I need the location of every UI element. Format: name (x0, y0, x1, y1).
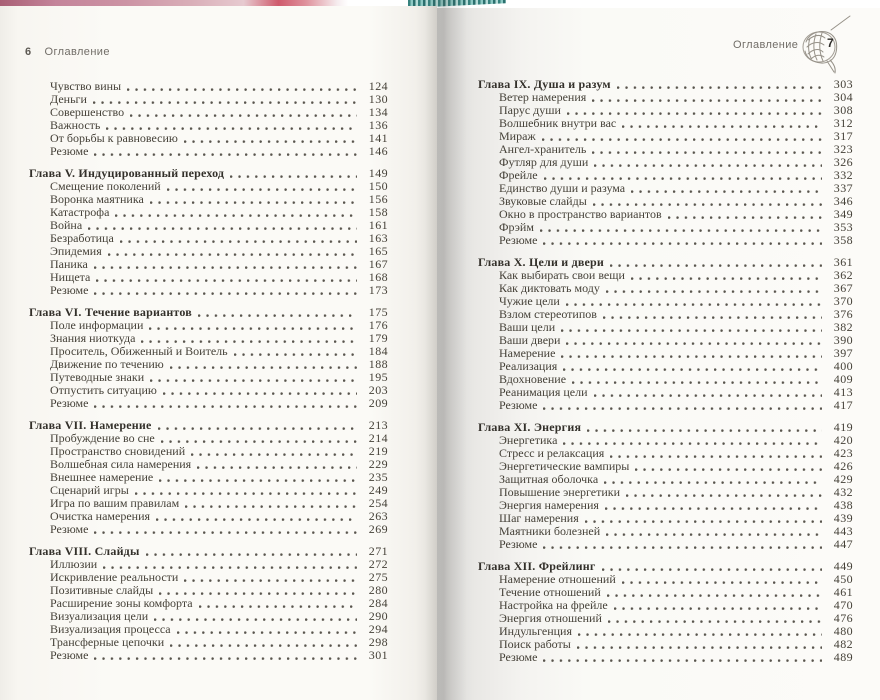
entry-page-number: 136 (368, 118, 388, 132)
entry-title: Резюме (50, 283, 89, 297)
entry-page-number: 284 (368, 596, 388, 610)
entry-page-number: 482 (833, 637, 853, 651)
dot-leader (106, 127, 357, 130)
dot-leader (108, 253, 357, 256)
entry-title: Искривление реальности (50, 570, 179, 584)
entry-page-number: 409 (833, 372, 853, 386)
dot-leader (94, 531, 357, 534)
entry-page-number: 271 (368, 544, 388, 558)
entry-page-number: 213 (368, 418, 388, 432)
entry-title: Энергия отношений (499, 611, 602, 625)
entry-title: Визуализация цели (50, 609, 149, 623)
entry-page-number: 426 (833, 459, 853, 473)
entry-page-number: 134 (368, 105, 388, 119)
dot-leader (544, 177, 822, 180)
entry-title: Сценарий игры (50, 483, 129, 497)
entry-title: Шаг намерения (499, 511, 579, 525)
dot-leader (561, 329, 822, 332)
toc-entry-row (478, 234, 853, 247)
entry-page-number: 370 (833, 294, 853, 308)
dot-leader (94, 657, 357, 660)
entry-page-number: 175 (368, 305, 388, 319)
dot-leader (608, 620, 822, 623)
entry-title: Фрейле (499, 168, 538, 182)
dot-leader (543, 659, 822, 662)
entry-title: Отпустить ситуацию (50, 383, 157, 397)
dot-leader (185, 505, 357, 508)
dot-leader (606, 533, 822, 536)
dot-leader (543, 242, 822, 245)
entry-title: Как выбирать свои вещи (499, 268, 625, 282)
dot-leader (668, 216, 822, 219)
entry-page-number: 184 (368, 344, 388, 358)
dot-leader (149, 327, 357, 330)
running-header-right-label: Оглавление (733, 39, 799, 51)
dot-leader (540, 229, 822, 232)
entry-title: Важность (50, 118, 101, 132)
dot-leader (161, 440, 357, 443)
dot-leader (617, 86, 822, 89)
entry-title: Волшебник внутри вас (499, 116, 617, 130)
entry-title: Окно в пространство вариантов (499, 207, 662, 221)
entry-page-number: 443 (833, 524, 853, 538)
entry-page-number: 461 (833, 585, 853, 599)
entry-page-number: 235 (368, 470, 388, 484)
entry-title: Намерение (499, 346, 556, 360)
entry-title: Пространство сновидений (50, 444, 186, 458)
entry-page-number: 480 (833, 624, 853, 638)
dot-leader (177, 631, 357, 634)
entry-page-number: 346 (833, 194, 853, 208)
dot-leader (577, 646, 822, 649)
entry-title: Расширение зоны комфорта (50, 596, 193, 610)
dot-leader (96, 279, 357, 282)
entry-title: Намерение отношений (499, 572, 616, 586)
entry-title: Энергетика (499, 433, 558, 447)
entry-page-number: 280 (368, 583, 388, 597)
dot-leader (622, 581, 822, 584)
entry-title: Поле информации (50, 318, 144, 332)
dot-leader (184, 140, 357, 143)
entry-page-number: 397 (833, 346, 853, 360)
dot-leader (626, 494, 822, 497)
entry-page-number: 173 (368, 283, 388, 297)
entry-page-number: 188 (368, 357, 388, 371)
entry-title: Единство души и разума (499, 181, 626, 195)
dot-leader (159, 479, 357, 482)
entry-page-number: 362 (833, 268, 853, 282)
dot-leader (543, 546, 822, 549)
dot-leader (184, 579, 357, 582)
running-header-left (25, 46, 110, 58)
entry-title: Резюме (50, 522, 89, 536)
entry-page-number: 130 (368, 92, 388, 106)
entry-page-number: 179 (368, 331, 388, 345)
entry-page-number: 195 (368, 370, 388, 384)
entry-title: Парус души (499, 103, 561, 117)
dot-leader (130, 114, 357, 117)
dot-leader (170, 644, 357, 647)
entry-title: Позитивные слайды (50, 583, 154, 597)
page-number-left: 6 (25, 46, 32, 58)
dandelion-ornament-icon (794, 14, 852, 76)
entry-title: Воронка маятника (50, 192, 144, 206)
dot-leader (631, 190, 822, 193)
entry-page-number: 450 (833, 572, 853, 586)
dot-leader (604, 481, 822, 484)
dot-leader (610, 455, 822, 458)
toc-entry-row (478, 399, 853, 412)
entry-title: Паника (50, 257, 88, 271)
entry-page-number: 439 (833, 511, 853, 525)
entry-page-number: 168 (368, 270, 388, 284)
toc-entry-row (29, 523, 388, 536)
dot-leader (593, 203, 822, 206)
entry-title: Ангел-хранитель (499, 142, 587, 156)
toc-left-column (29, 80, 388, 662)
entry-page-number: 156 (368, 192, 388, 206)
entry-title: Резюме (50, 144, 89, 158)
entry-title: Смещение поколений (50, 179, 161, 193)
entry-title: Резюме (499, 537, 538, 551)
entry-page-number: 429 (833, 472, 853, 486)
entry-page-number: 323 (833, 142, 853, 156)
toc-entry-row (29, 206, 388, 219)
entry-page-number: 163 (368, 231, 388, 245)
toc-section (29, 419, 388, 536)
entry-title: Совершенство (50, 105, 125, 119)
entry-page-number: 361 (833, 255, 853, 269)
dot-leader (94, 266, 357, 269)
toc-entry-row (29, 145, 388, 158)
entry-title: Катастрофа (50, 205, 110, 219)
running-header-left-label: Оглавление (44, 46, 110, 58)
dot-leader (567, 112, 822, 115)
toc-section (478, 560, 853, 664)
entry-title: Индульгенция (499, 624, 573, 638)
toc-right-column (478, 78, 853, 664)
entry-page-number: 146 (368, 144, 388, 158)
toc-section (29, 80, 388, 158)
toc-entry-row (29, 397, 388, 410)
entry-page-number: 400 (833, 359, 853, 373)
entry-page-number: 150 (368, 179, 388, 193)
entry-page-number: 214 (368, 431, 388, 445)
dot-leader (602, 568, 822, 571)
entry-title: Ваши цели (499, 320, 556, 334)
entry-title: Иллюзии (50, 557, 98, 571)
entry-title: Реализация (499, 359, 558, 373)
entry-page-number: 209 (368, 396, 388, 410)
dot-leader (199, 605, 357, 608)
dot-leader (94, 292, 357, 295)
entry-title: Безработица (50, 231, 114, 245)
dot-leader (141, 340, 357, 343)
entry-title: Резюме (499, 650, 538, 664)
toc-section (478, 421, 853, 551)
dot-leader (594, 164, 822, 167)
entry-title: Течение отношений (499, 585, 601, 599)
chapter-title: Глава XII. Фрейлинг (478, 559, 596, 573)
dot-leader (115, 214, 357, 217)
entry-title: Путеводные знаки (50, 370, 145, 384)
toc-section (478, 78, 853, 247)
entry-page-number: 303 (833, 77, 853, 91)
entry-page-number: 489 (833, 650, 853, 664)
chapter-title: Глава VI. Течение вариантов (29, 305, 192, 319)
entry-page-number: 161 (368, 218, 388, 232)
entry-title: Настройка на фрейле (499, 598, 608, 612)
entry-title: Повышение энергетики (499, 485, 621, 499)
entry-page-number: 263 (368, 509, 388, 523)
entry-page-number: 294 (368, 622, 388, 636)
entry-title: Футляр для души (499, 155, 589, 169)
entry-page-number: 298 (368, 635, 388, 649)
entry-page-number: 308 (833, 103, 853, 117)
entry-page-number: 312 (833, 116, 853, 130)
entry-page-number: 476 (833, 611, 853, 625)
entry-title: Фрэйм (499, 220, 534, 234)
dot-leader (542, 138, 822, 141)
entry-page-number: 269 (368, 522, 388, 536)
entry-title: Трансферные цепочки (50, 635, 165, 649)
dot-leader (167, 188, 357, 191)
entry-page-number: 290 (368, 609, 388, 623)
entry-title: Как диктовать моду (499, 281, 600, 295)
dot-leader (610, 264, 822, 267)
dot-leader (605, 507, 822, 510)
entry-page-number: 326 (833, 155, 853, 169)
entry-title: Внешнее намерение (50, 470, 154, 484)
dot-leader (594, 394, 822, 397)
dot-leader (585, 520, 822, 523)
entry-title: Нищета (50, 270, 91, 284)
entry-title: Ветер намерения (499, 90, 587, 104)
chapter-title: Глава X. Цели и двери (478, 255, 605, 269)
entry-page-number: 438 (833, 498, 853, 512)
entry-page-number: 158 (368, 205, 388, 219)
entry-page-number: 301 (368, 648, 388, 662)
entry-page-number: 337 (833, 181, 853, 195)
entry-page-number: 420 (833, 433, 853, 447)
entry-page-number: 249 (368, 483, 388, 497)
dot-leader (563, 368, 822, 371)
entry-page-number: 165 (368, 244, 388, 258)
dot-leader (146, 553, 357, 556)
chapter-title: Глава XI. Энергия (478, 420, 582, 434)
entry-title: Энергия намерения (499, 498, 599, 512)
entry-page-number: 470 (833, 598, 853, 612)
dot-leader (566, 342, 822, 345)
entry-title: Эпидемия (50, 244, 102, 258)
entry-title: От борьбы к равновесию (50, 131, 178, 145)
entry-title: Поиск работы (499, 637, 571, 651)
dot-leader (578, 633, 822, 636)
page-number-right: 7 (827, 36, 834, 50)
dot-leader (197, 466, 357, 469)
chapter-title: Глава VIII. Слайды (29, 544, 140, 558)
entry-title: Резюме (50, 396, 89, 410)
entry-title: Вдохновение (499, 372, 567, 386)
dot-leader (631, 277, 822, 280)
dot-leader (135, 492, 357, 495)
entry-page-number: 382 (833, 320, 853, 334)
entry-title: Энергетические вампиры (499, 459, 630, 473)
dot-leader (93, 101, 357, 104)
entry-page-number: 176 (368, 318, 388, 332)
entry-page-number: 447 (833, 537, 853, 551)
entry-title: Резюме (499, 233, 538, 247)
dot-leader (234, 353, 357, 356)
entry-page-number: 353 (833, 220, 853, 234)
dot-leader (614, 607, 822, 610)
dot-leader (563, 442, 822, 445)
entry-page-number: 419 (833, 420, 853, 434)
entry-page-number: 349 (833, 207, 853, 221)
entry-page-number: 376 (833, 307, 853, 321)
entry-title: Визуализация процесса (50, 622, 171, 636)
toc-entry-row (478, 538, 853, 551)
entry-page-number: 449 (833, 559, 853, 573)
dot-leader (561, 355, 822, 358)
dot-leader (198, 314, 357, 317)
dot-leader (572, 381, 822, 384)
toc-section (29, 167, 388, 297)
dot-leader (543, 407, 822, 410)
entry-title: Резюме (499, 398, 538, 412)
dot-leader (592, 151, 822, 154)
entry-page-number: 432 (833, 485, 853, 499)
dot-leader (88, 227, 357, 230)
entry-page-number: 229 (368, 457, 388, 471)
dot-leader (635, 468, 822, 471)
entry-page-number: 275 (368, 570, 388, 584)
dot-leader (103, 566, 357, 569)
entry-page-number: 203 (368, 383, 388, 397)
dot-leader (159, 592, 357, 595)
entry-title: Резюме (50, 648, 89, 662)
entry-page-number: 167 (368, 257, 388, 271)
entry-title: Чувство вины (50, 79, 122, 93)
entry-title: Пробуждение во сне (50, 431, 155, 445)
dot-leader (158, 427, 358, 430)
dot-leader (170, 366, 357, 369)
entry-page-number: 317 (833, 129, 853, 143)
entry-title: Взлом стереотипов (499, 307, 597, 321)
entry-title: Очистка намерения (50, 509, 151, 523)
entry-title: Мираж (499, 129, 536, 143)
entry-page-number: 423 (833, 446, 853, 460)
dot-leader (150, 201, 357, 204)
entry-page-number: 272 (368, 557, 388, 571)
dot-leader (603, 316, 822, 319)
dot-leader (150, 379, 357, 382)
entry-page-number: 390 (833, 333, 853, 347)
entry-title: Знания ниоткуда (50, 331, 136, 345)
dot-leader (120, 240, 357, 243)
entry-title: Война (50, 218, 83, 232)
dot-leader (587, 429, 822, 432)
dot-leader (163, 392, 357, 395)
entry-page-number: 141 (368, 131, 388, 145)
entry-title: Движение по течению (50, 357, 164, 371)
entry-page-number: 358 (833, 233, 853, 247)
entry-title: Реанимация цели (499, 385, 588, 399)
entry-title: Ваши двери (499, 333, 561, 347)
entry-title: Игра по вашим правилам (50, 496, 180, 510)
dot-leader (154, 618, 357, 621)
dot-leader (606, 290, 822, 293)
entry-title: Деньги (50, 92, 87, 106)
dot-leader (607, 594, 822, 597)
toc-entry-row (478, 651, 853, 664)
dot-leader (191, 453, 357, 456)
dot-leader (156, 518, 357, 521)
toc-section (29, 306, 388, 410)
entry-title: Защитная оболочка (499, 472, 599, 486)
dot-leader (592, 99, 822, 102)
chapter-title: Глава IX. Душа и разум (478, 77, 611, 91)
entry-title: Чужие цели (499, 294, 560, 308)
entry-title: Стресс и релаксация (499, 446, 605, 460)
dot-leader (622, 125, 822, 128)
entry-page-number: 413 (833, 385, 853, 399)
toc-entry-row (478, 208, 853, 221)
dot-leader (94, 153, 357, 156)
entry-title: Звуковые слайды (499, 194, 587, 208)
entry-title: Проситель, Обиженный и Воитель (50, 344, 228, 358)
entry-title: Волшебная сила намерения (50, 457, 192, 471)
toc-section (29, 545, 388, 662)
toc-section (478, 256, 853, 412)
entry-page-number: 304 (833, 90, 853, 104)
running-header-right (733, 39, 798, 51)
entry-page-number: 332 (833, 168, 853, 182)
dot-leader (566, 303, 822, 306)
chapter-title: Глава V. Индуцированный переход (29, 166, 225, 180)
toc-entry-row (29, 649, 388, 662)
entry-page-number: 219 (368, 444, 388, 458)
chapter-title: Глава VII. Намерение (29, 418, 152, 432)
dot-leader (94, 405, 357, 408)
entry-page-number: 254 (368, 496, 388, 510)
entry-title: Маятники болезней (499, 524, 601, 538)
entry-page-number: 124 (368, 79, 388, 93)
entry-page-number: 149 (368, 166, 388, 180)
entry-page-number: 417 (833, 398, 853, 412)
toc-entry-row (29, 284, 388, 297)
entry-page-number: 367 (833, 281, 853, 295)
dot-leader (230, 175, 357, 178)
dot-leader (127, 88, 357, 91)
